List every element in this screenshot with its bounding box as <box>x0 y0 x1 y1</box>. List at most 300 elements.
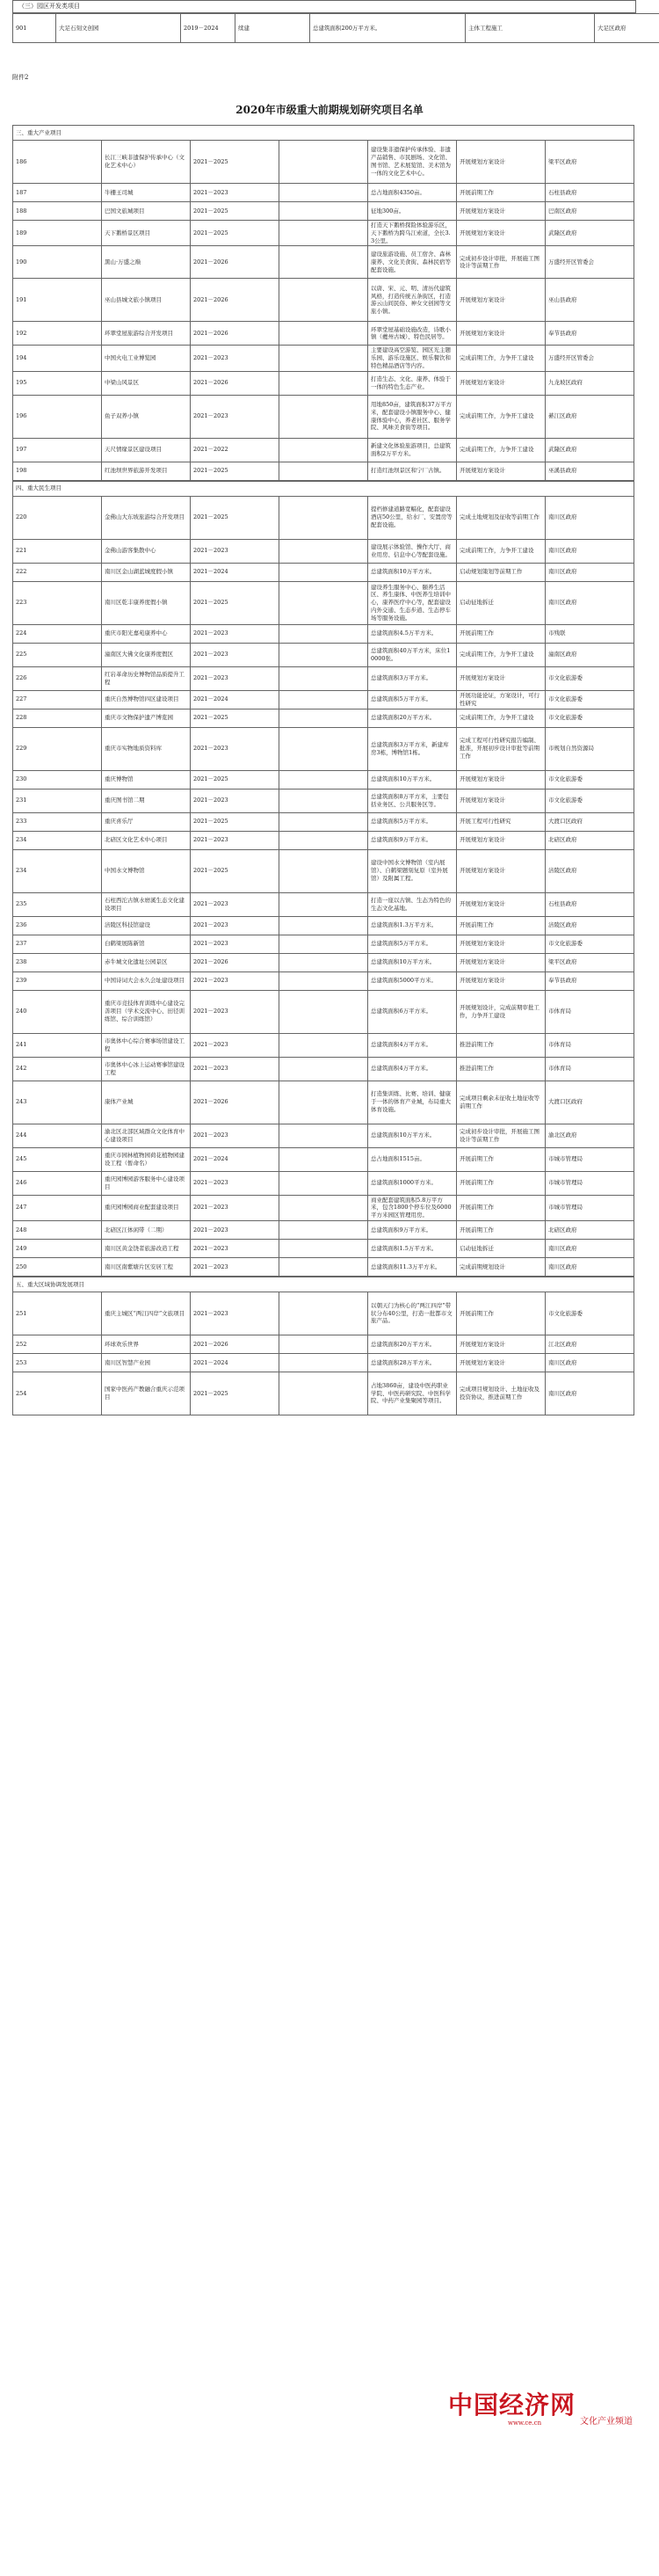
cell-content: 总建筑面积10万平方米。 <box>368 770 457 789</box>
cell-number: 237 <box>13 935 102 953</box>
cell-project: 南川区黄金饶者旅游改造工程 <box>102 1239 191 1257</box>
cell-content: 总建筑面积1.3万平方米。 <box>368 916 457 935</box>
cell-project: 重庆市阳光嘉苑康养中心 <box>102 624 191 643</box>
cell-number: 224 <box>13 624 102 643</box>
cell-number: 229 <box>13 727 102 770</box>
cell-project: 国家中医药产教融合重庆示范项目 <box>102 1372 191 1415</box>
cell-owner: 武隆区政府 <box>546 221 634 246</box>
cell-type <box>279 1171 368 1195</box>
cell-progress: 开展前期工作 <box>457 1147 546 1171</box>
cell-type <box>279 346 368 371</box>
cell-period: 2021－2023 <box>191 789 279 812</box>
cell-number: 221 <box>13 539 102 563</box>
cell-progress: 完成项目规划设计、土地征收及投资协议，推进前期工作 <box>457 1372 546 1415</box>
table-row <box>13 666 634 690</box>
cell-type <box>279 1353 368 1372</box>
cell-content: 总建筑面积40万平方米，床位10000张。 <box>368 643 457 666</box>
cell-period: 2021－2023 <box>191 346 279 371</box>
cell-owner: 市城市管理局 <box>546 1171 634 1195</box>
cell-type <box>279 1057 368 1081</box>
cell-owner: 市文化旅游委 <box>546 935 634 953</box>
cell-progress: 开展前期工作 <box>457 1171 546 1195</box>
cell-period: 2021－2025 <box>191 462 279 480</box>
cell-owner: 梁平区政府 <box>546 141 634 184</box>
cell-number: 234 <box>13 831 102 849</box>
cell-progress: 开展规划方案设计 <box>457 462 546 480</box>
cell-project: 金佛山游客集散中心 <box>102 539 191 563</box>
cell-number: 241 <box>13 1033 102 1057</box>
cell-project: 重庆市实物地质资料库 <box>102 727 191 770</box>
cell-type <box>279 1257 368 1276</box>
cell-period: 2021－2023 <box>191 916 279 935</box>
cell-period: 2021－2023 <box>191 395 279 438</box>
cell-project: 重庆图书馆二期 <box>102 789 191 812</box>
cell-content: 商业配套建筑面积5.8万平方米，包含1800个停车位及6000平方米园区管理用房。 <box>368 1195 457 1220</box>
cell-owner: 南川区政府 <box>546 1353 634 1372</box>
cell-number: 196 <box>13 395 102 438</box>
cell-project: 环球欢乐世界 <box>102 1335 191 1353</box>
cell-owner: 涪陵区政府 <box>546 916 634 935</box>
cell-progress: 完成前期工作，力争开工建设 <box>457 709 546 727</box>
cell-period: 2021－2025 <box>191 770 279 789</box>
cell-period: 2021－2026 <box>191 246 279 279</box>
cell-project: 黑山·万盛之巅 <box>102 246 191 279</box>
cell-period: 2021－2025 <box>191 849 279 892</box>
cell-type <box>279 1147 368 1171</box>
cell-project: 重庆市园林植物园荷花植物园建设工程（暂命名） <box>102 1147 191 1171</box>
cell-period: 2021－2023 <box>191 184 279 202</box>
table-row <box>13 1124 634 1147</box>
table-row <box>13 279 634 322</box>
cell-progress: 开展规划方案设计 <box>457 371 546 395</box>
cell-type <box>279 1239 368 1257</box>
cell-period: 2021－2023 <box>191 1220 279 1239</box>
cell-content: 总建筑面积3万平方米。 <box>368 666 457 690</box>
cell-period: 2021－2026 <box>191 1335 279 1353</box>
cell-type <box>279 1335 368 1353</box>
cell-content: 总建筑面积5万平方米。 <box>368 935 457 953</box>
section-table <box>12 481 634 1277</box>
table-row <box>13 1171 634 1195</box>
table-row <box>13 1372 634 1415</box>
table-row <box>13 1057 634 1081</box>
table-row <box>13 1147 634 1171</box>
cell-type <box>279 496 368 539</box>
table-row <box>13 346 634 371</box>
cell-progress: 完成前期工作，力争开工建设 <box>457 438 546 462</box>
cell-type <box>279 1220 368 1239</box>
cell-type <box>279 789 368 812</box>
cell-project: 重庆园博园游客服务中心建设项目 <box>102 1171 191 1195</box>
section-heading: 三、重大产业项目 <box>13 126 634 141</box>
table-row <box>13 1195 634 1220</box>
cell-project: 鱼子双养小镇 <box>102 395 191 438</box>
cell-number: 249 <box>13 1239 102 1257</box>
cell-content: 总建筑面积4万平方米。 <box>368 1033 457 1057</box>
cell-number: 234 <box>13 849 102 892</box>
cell-progress: 开展规划方案设计 <box>457 831 546 849</box>
table-row <box>13 1335 634 1353</box>
cell-owner: 石柱县政府 <box>546 892 634 916</box>
cell-type <box>279 831 368 849</box>
cell-content: 打造红池坝景区和宁厂古镇。 <box>368 462 457 480</box>
cell-type <box>279 727 368 770</box>
table-row <box>13 812 634 831</box>
cell-period: 2021－2023 <box>191 1033 279 1057</box>
cell-number: 245 <box>13 1147 102 1171</box>
cell-period: 2021－2026 <box>191 322 279 346</box>
cell-number: 222 <box>13 563 102 581</box>
cell-period: 2021－2022 <box>191 438 279 462</box>
table-row <box>13 709 634 727</box>
cell-period: 2021－2026 <box>191 371 279 395</box>
cell-content: 总建筑面积11.3万平方米。 <box>368 1257 457 1276</box>
cell-project: 牛栅王司城 <box>102 184 191 202</box>
cell-number: 254 <box>13 1372 102 1415</box>
cell-period: 2021－2023 <box>191 831 279 849</box>
cell-progress: 启动规划策划等前期工作 <box>457 563 546 581</box>
cell-progress: 开展规划方案设计 <box>457 202 546 221</box>
table-row <box>13 789 634 812</box>
section-heading: 五、重大区域协调发展项目 <box>13 1277 634 1292</box>
table-row <box>13 1257 634 1276</box>
cell-project: 重庆自然博物馆四区建设项目 <box>102 690 191 709</box>
cell-content: 建设展示体验馆、操作大厅、商业用房、信息中心等配套设施。 <box>368 539 457 563</box>
cell-content: 总建筑面积4.5万平方米。 <box>368 624 457 643</box>
cell-period: 2021－2023 <box>191 892 279 916</box>
cell-number: 248 <box>13 1220 102 1239</box>
cell-number: 243 <box>13 1081 102 1124</box>
cell-number: 188 <box>13 202 102 221</box>
cell-content: 新建文化体验旅游项目，总建筑面积2万平方米。 <box>368 438 457 462</box>
cell-type: 续建 <box>235 14 310 43</box>
cell-project: 南川区乾丰康养度假小镇 <box>102 581 191 624</box>
cell-owner: 市文化旅游委 <box>546 709 634 727</box>
cell-content: 以朝天门为核心的“两江四岸”带状分布40公里，打造一批都市文旅产品。 <box>368 1292 457 1335</box>
cell-type <box>279 709 368 727</box>
cell-progress: 开展前期工作 <box>457 1195 546 1220</box>
cell-content: 用地850亩，建筑面积37万平方米，配套建设小镇服务中心、健康体验中心，养老社区、服务学院、风味美食街等项目。 <box>368 395 457 438</box>
cell-project: 红岩革命历史博物馆品质提升工程 <box>102 666 191 690</box>
cell-period: 2021－2023 <box>191 1257 279 1276</box>
cell-project: 长江三峡非遗保护传承中心（文化艺术中心） <box>102 141 191 184</box>
cell-number: 251 <box>13 1292 102 1335</box>
cell-period: 2021－2023 <box>191 1292 279 1335</box>
cell-period: 2021－2024 <box>191 1353 279 1372</box>
cell-owner: 市文化旅游委 <box>546 789 634 812</box>
cell-project: 重庆市文物保护遗产博览园 <box>102 709 191 727</box>
cell-content: 以唐、宋、元、明、清历代建筑风格，打造传统五条街区，打造游云山间民俗、神女文创园等文旅小镇。 <box>368 279 457 322</box>
cell-content: 总建筑面积9万平方米。 <box>368 1220 457 1239</box>
cell-type <box>279 990 368 1033</box>
cell-type <box>279 849 368 892</box>
cell-number: 220 <box>13 496 102 539</box>
cell-period: 2021－2025 <box>191 141 279 184</box>
cell-owner: 潼南区政府 <box>546 643 634 666</box>
cell-owner: 万盛经开区管委会 <box>546 246 634 279</box>
cell-number: 250 <box>13 1257 102 1276</box>
cell-owner: 南川区政府 <box>546 496 634 539</box>
cell-type <box>279 1372 368 1415</box>
cell-owner: 南川区政府 <box>546 1257 634 1276</box>
table-row <box>13 246 634 279</box>
cell-progress: 推进前期工作 <box>457 1033 546 1057</box>
table-row <box>13 935 634 953</box>
cell-progress: 完成前期工作，力争开工建设 <box>457 346 546 371</box>
cell-number: 230 <box>13 770 102 789</box>
table-row <box>13 438 634 462</box>
cell-content: 总建筑面积10万平方米。 <box>368 1124 457 1147</box>
cell-project: 金佛山大东坡旅游综合开发项目 <box>102 496 191 539</box>
cell-project: 北碚区文化艺术中心项目 <box>102 831 191 849</box>
cell-owner: 南川区政府 <box>546 563 634 581</box>
cell-progress: 开展工程可行性研究 <box>457 812 546 831</box>
cell-period: 2021－2025 <box>191 812 279 831</box>
cell-owner: 梁平区政府 <box>546 953 634 971</box>
table-row <box>13 539 634 563</box>
cell-content: 总建筑面积5000平方米。 <box>368 971 457 990</box>
cell-type <box>279 892 368 916</box>
table-row <box>13 496 634 539</box>
cell-owner: 渝北区政府 <box>546 1124 634 1147</box>
cell-period: 2021－2023 <box>191 1239 279 1257</box>
previous-table-fragment <box>12 0 634 43</box>
cell-content: 占地3860亩，建设中医药职业学院、中医药研究院、中医科学院、中药产业集聚园等项目。 <box>368 1372 457 1415</box>
cell-content: 打造生态、文化、康养、体验于一体的特色生态产业。 <box>368 371 457 395</box>
cell-content: 总建筑面积1.5万平方米。 <box>368 1239 457 1257</box>
cell-content: 总建筑面积6万平方米。 <box>368 990 457 1033</box>
cell-progress: 启动征地拆迁 <box>457 1239 546 1257</box>
cell-project: 巫山县城文旅小镇项目 <box>102 279 191 322</box>
cell-number: 187 <box>13 184 102 202</box>
cell-number: 240 <box>13 990 102 1033</box>
cell-content: 主要建设高空游览、园区光主题乐园、游乐设施区、娱乐餐饮和特色精品酒店等内容。 <box>368 346 457 371</box>
table-row <box>13 371 634 395</box>
cell-content: 总建筑面积20万平方米。 <box>368 1335 457 1353</box>
cell-period: 2021－2025 <box>191 709 279 727</box>
cell-period: 2021－2023 <box>191 539 279 563</box>
cell-content: 建设旅游设施、员工宿舍、森林康养、文化美食街、森林民宿等配套设施。 <box>368 246 457 279</box>
cell-owner: 涪陵区政府 <box>546 849 634 892</box>
cell-number: 226 <box>13 666 102 690</box>
table-row <box>13 1239 634 1257</box>
cell-content: 总建筑面积5万平方米。 <box>368 690 457 709</box>
cell-progress: 推进前期工作 <box>457 1057 546 1081</box>
cell-period: 2021－2026 <box>191 953 279 971</box>
cell-content: 总建筑面积3万平方米，新建库房3栋，博物馆1栋。 <box>368 727 457 770</box>
cell-progress: 开展规划方案设计 <box>457 666 546 690</box>
table-row <box>13 1081 634 1124</box>
cell-content: 总建筑面积10万平方米。 <box>368 953 457 971</box>
cell-project: 赤牛城文化遗址公园景区 <box>102 953 191 971</box>
cell-content: 打造一座以古镇、生态为特色的生态文化基地。 <box>368 892 457 916</box>
cell-content: 建设养生服务中心、颐养生活区、养生康体、中医养生培训中心，康养医疗中心等，配套建设内外交通、生态步道、生态停车场等服务设施。 <box>368 581 457 624</box>
cell-content: 总建筑面积5万平方米。 <box>368 812 457 831</box>
cell-progress: 开展规划方案设计 <box>457 935 546 953</box>
cell-progress: 主体工程施工 <box>466 14 595 43</box>
cell-owner: 南川区政府 <box>546 1239 634 1257</box>
cell-owner: 巫山县政府 <box>546 279 634 322</box>
cell-content: 建设集非遗保护传承体验、非遗产品销售、市民剧场、文化馆、图书馆、艺术展览馆、美术馆为一体的文化艺术中心。 <box>368 141 457 184</box>
cell-type <box>279 1081 368 1124</box>
table-row <box>13 1292 634 1335</box>
top-row-table <box>12 13 659 43</box>
cell-content: 建设中国水文博物馆（室内展馆）、自鹤梁题刻复原（室外展馆）及附属工程。 <box>368 849 457 892</box>
cell-number: 191 <box>13 279 102 322</box>
cell-owner: 市残联 <box>546 624 634 643</box>
cell-type <box>279 916 368 935</box>
cell-content: 提档修建道路宽幅化，配套建设酒店50公里，给水厂、安置房等配套设施。 <box>368 496 457 539</box>
cell-progress: 完成前期工作，力争开工建设 <box>457 395 546 438</box>
cell-progress: 开展规划设计，完成前期审批工作，力争开工建设 <box>457 990 546 1033</box>
table-row <box>13 971 634 990</box>
cell-content: 总建筑面积4万平方米。 <box>368 1057 457 1081</box>
cell-progress: 开展规划方案设计 <box>457 849 546 892</box>
cell-type <box>279 770 368 789</box>
cell-content: 总建筑面积8万平方米，主要包括业务区、公共服务区等。 <box>368 789 457 812</box>
cell-number: 236 <box>13 916 102 935</box>
cell-type <box>279 1033 368 1057</box>
cell-type <box>279 371 368 395</box>
table-row <box>13 953 634 971</box>
cell-content: 打造天下鹅桥探险体验游乐区，天下鹅桥为跨乌江索道，全长3.3公里。 <box>368 221 457 246</box>
cell-number: 246 <box>13 1171 102 1195</box>
cell-project: 重庆喜乐厅 <box>102 812 191 831</box>
table-row <box>13 916 634 935</box>
cell-project: 环翠堂屋旅游综合开发项目 <box>102 322 191 346</box>
cell-period: 2021－2024 <box>191 1147 279 1171</box>
cell-project: 重庆主城区“两江四岸”文旅项目 <box>102 1292 191 1335</box>
cell-period: 2021－2023 <box>191 666 279 690</box>
cell-type <box>279 279 368 322</box>
cell-number: 223 <box>13 581 102 624</box>
cell-period: 2021－2026 <box>191 279 279 322</box>
cell-period: 2021－2025 <box>191 1372 279 1415</box>
cell-owner: 市文化旅游委 <box>546 1292 634 1335</box>
cell-project: 南川区南紫塘片区安居工程 <box>102 1257 191 1276</box>
table-row <box>13 563 634 581</box>
cell-period: 2021－2023 <box>191 643 279 666</box>
cell-period: 2019－2024 <box>181 14 235 43</box>
cell-number: 247 <box>13 1195 102 1220</box>
cell-type <box>279 438 368 462</box>
cell-project: 康体产业城 <box>102 1081 191 1124</box>
cell-number: 227 <box>13 690 102 709</box>
cell-type <box>279 690 368 709</box>
cell-project: 天尺情缘景区建设项目 <box>102 438 191 462</box>
cell-type <box>279 1195 368 1220</box>
cell-type <box>279 202 368 221</box>
cell-project: 中国诗词大会永久会址建设项目 <box>102 971 191 990</box>
table-row <box>13 1353 634 1372</box>
cell-number: 901 <box>13 14 56 43</box>
cell-number: 192 <box>13 322 102 346</box>
cell-content: 总建筑面积28万平方米。 <box>368 1353 457 1372</box>
cell-owner: 北碚区政府 <box>546 831 634 849</box>
cell-period: 2021－2025 <box>191 221 279 246</box>
cell-period: 2021－2025 <box>191 581 279 624</box>
cell-period: 2021－2024 <box>191 563 279 581</box>
cell-owner: 大渡口区政府 <box>546 1081 634 1124</box>
cell-owner: 石柱县政府 <box>546 184 634 202</box>
cell-number: 225 <box>13 643 102 666</box>
cell-number: 186 <box>13 141 102 184</box>
cell-owner: 市体育局 <box>546 1033 634 1057</box>
table-row <box>13 1220 634 1239</box>
table-row <box>13 690 634 709</box>
cell-period: 2021－2023 <box>191 971 279 990</box>
cell-progress: 开展规划方案设计 <box>457 1335 546 1353</box>
cell-period: 2021－2023 <box>191 935 279 953</box>
cell-content: 打造集训练、比赛、培训、健康于一体的体育产业城，布局重大体育设施。 <box>368 1081 457 1124</box>
cell-owner: 巴南区政府 <box>546 202 634 221</box>
section-heading-row <box>13 481 634 496</box>
cell-type <box>279 935 368 953</box>
cell-owner: 南川区政府 <box>546 581 634 624</box>
cell-owner: 綦江区政府 <box>546 395 634 438</box>
cell-progress: 完成初步设计审批，开展施工图设计等前期工作 <box>457 246 546 279</box>
section-table <box>12 1277 634 1415</box>
cell-type <box>279 812 368 831</box>
cell-progress: 开展前期工作 <box>457 184 546 202</box>
cell-owner: 市文化旅游委 <box>546 690 634 709</box>
cell-progress: 完成前期工作，力争开工建设 <box>457 643 546 666</box>
cell-number: 195 <box>13 371 102 395</box>
cell-progress: 开展规划方案设计 <box>457 971 546 990</box>
cell-progress: 开展规划方案设计 <box>457 953 546 971</box>
section-heading: （三）园区开发类项目 <box>12 0 636 13</box>
watermark-channel: 文化产业频道 <box>580 2417 633 2427</box>
cell-progress: 开展规划方案设计 <box>457 322 546 346</box>
table-row <box>13 831 634 849</box>
cell-project: 白鹤梁展陈新馆 <box>102 935 191 953</box>
cell-number: 233 <box>13 812 102 831</box>
cell-owner: 江北区政府 <box>546 1335 634 1353</box>
cell-owner: 市文化旅游委 <box>546 770 634 789</box>
cell-progress: 开展规划方案设计 <box>457 770 546 789</box>
table-row <box>13 395 634 438</box>
cell-content: 总建筑面积20万平方米。 <box>368 709 457 727</box>
cell-period: 2021－2023 <box>191 1057 279 1081</box>
cell-type <box>279 581 368 624</box>
cell-period: 2021－2023 <box>191 990 279 1033</box>
cell-progress: 开展规划方案设计 <box>457 1353 546 1372</box>
cell-progress: 开展规划方案设计 <box>457 279 546 322</box>
cell-owner: 奉节县政府 <box>546 322 634 346</box>
cell-period: 2021－2026 <box>191 1081 279 1124</box>
cell-number: 194 <box>13 346 102 371</box>
section-heading: 四、重大民生项目 <box>13 481 634 496</box>
table-row <box>13 727 634 770</box>
table-row <box>13 141 634 184</box>
cell-number: 228 <box>13 709 102 727</box>
cell-project: 市奥体中心冰上运动赛事馆建设工程 <box>102 1057 191 1081</box>
cell-number: 238 <box>13 953 102 971</box>
cell-progress: 开展规划方案设计 <box>457 141 546 184</box>
cell-number: 198 <box>13 462 102 480</box>
cell-owner: 市规划自然资源局 <box>546 727 634 770</box>
cell-number: 252 <box>13 1335 102 1353</box>
cell-content: 征地300亩。 <box>368 202 457 221</box>
cell-period: 2021－2024 <box>191 690 279 709</box>
project-list <box>0 125 634 1415</box>
cell-owner: 巫溪县政府 <box>546 462 634 480</box>
attachment-label: 附件2 <box>12 74 29 81</box>
cell-project: 南川区智慧产业园 <box>102 1353 191 1372</box>
cell-content: 总建筑面积200万平方米。 <box>310 14 466 43</box>
cell-owner: 市城市管理局 <box>546 1195 634 1220</box>
cell-type <box>279 322 368 346</box>
